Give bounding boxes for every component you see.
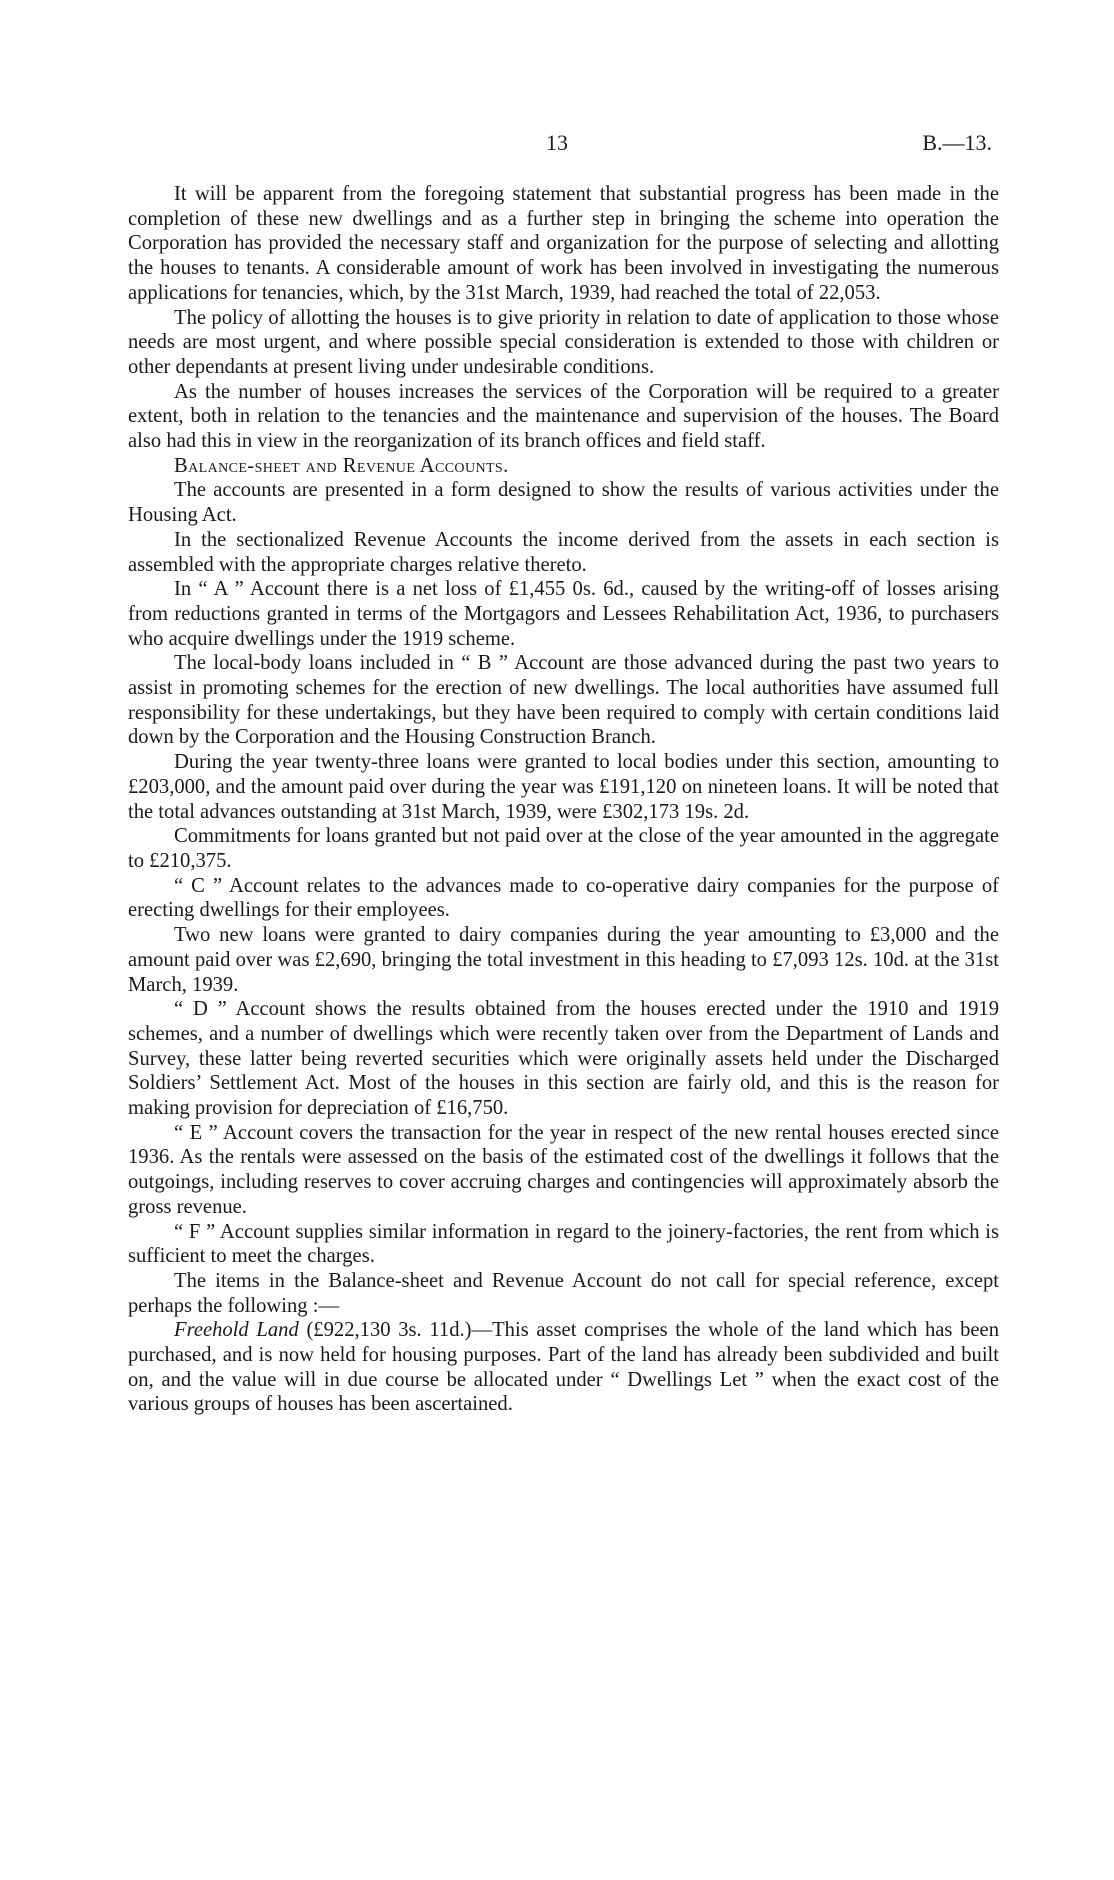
paragraph: “ F ” Account supplies similar information in regard to the joinery-factories, the rent from which is sufficient to meet the charges. — [128, 1220, 999, 1268]
paragraph: Commitments for loans granted but not paid over at the close of the year amounted in the aggregate to £210,375. — [128, 825, 999, 872]
document-body — [128, 182, 999, 1417]
paragraph: The local-body loans included in “ B ” Account are those advanced during the past two years to assist in promoting schemes for the erection of new dwellings. The local authorities have assumed full responsibility for these undertakings, but they have been required to comply with certain conditions laid down by the Corporation and the Housing Construction Branch. — [128, 652, 999, 749]
paragraph: In “ A ” Account there is a net loss of £1,455 0s. 6d., caused by the writing-off of losses arising from reductions granted in terms of the Mortgagors and Lessees Rehabilitation Act, 1936, to purchasers who acquire dwellings under the 1919 scheme. — [128, 578, 999, 650]
paragraph: In the sectionalized Revenue Accounts the income derived from the assets in each section is assembled with the appropriate charges relative thereto. — [128, 528, 999, 576]
paragraph: “ C ” Account relates to the advances made to co-operative dairy companies for the purpose of erecting dwellings for their employees. — [128, 874, 999, 922]
paragraph: The policy of allotting the houses is to give priority in relation to date of application to those whose needs are most urgent, and where possible special consideration is extended to those with children or other dependants at present living under undesirable conditions. — [128, 306, 999, 378]
section-heading: Balance-sheet and Revenue Accounts. — [174, 454, 509, 477]
paragraph: The items in the Balance-sheet and Revenue Account do not call for special reference, except perhaps the following :— — [128, 1269, 999, 1317]
freehold-term: Freehold Land — [174, 1319, 299, 1342]
paragraph: During the year twenty-three loans were granted to local bodies under this section, amounting to £203,000, and the amount paid over during the year was £191,120 on nineteen loans. It will be noted that the total advances outstanding at 31st March, 1939, were £302,173 19s. 2d. — [128, 751, 999, 823]
freehold-paragraph — [128, 1318, 999, 1417]
document-code: B.—13. — [922, 130, 992, 155]
paragraph: The accounts are presented in a form designed to show the results of various activities under the Housing Act. — [128, 479, 999, 527]
page-number: 13 — [546, 130, 568, 155]
paragraph: “ D ” Account shows the results obtained from the houses erected under the 1910 and 1919 schemes, and a number of dwellings which were recently taken over from the Department of Lands and Survey, these latter being reverted securities which were originally assets held under the Discharged Soldiers’ Settlement Act. Most of the houses in this section are fairly old, and this is the reason for making provision for depreciation of £16,750. — [128, 998, 999, 1120]
freehold-text: (£922,130 3s. 11d.)—This asset comprises the whole of the land which has been purchased, and is now held for housing purposes. Part of the land has already been subdivided and built on, and the value will in due course be allocated under “ Dwellings Let ” when the exact cost of the various groups of houses has been ascertained. — [128, 1319, 999, 1416]
paragraph: As the number of houses increases the services of the Corporation will be required to a greater extent, both in relation to the tenancies and the maintenance and supervision of the houses. The Board also had this in view in the reorganization of its branch offices and field staff. — [128, 380, 999, 453]
paragraph: “ E ” Account covers the transaction for the year in respect of the new rental houses erected since 1936. As the rentals were assessed on the basis of the estimated cost of the dwellings it follows that the outgoings, including reserves to cover accruing charges and contingencies will approximately absorb the gross revenue. — [128, 1121, 999, 1218]
paragraph: It will be apparent from the foregoing statement that substantial progress has been made in the completion of these new dwellings and as a further step in bringing the scheme into operation the Corporation has provided the necessary staff and organization for the purpose of selecting and allotting the houses to tenants. A considerable amount of work has been involved in investigating the numerous applications for tenancies, which, by the 31st March, 1939, had reached the total of 22,053. — [128, 183, 999, 304]
paragraph: Two new loans were granted to dairy companies during the year amounting to £3,000 and the amount paid over was £2,690, bringing the total investment in this heading to £7,093 12s. 10d. at the 31st March, 1939. — [128, 924, 999, 996]
